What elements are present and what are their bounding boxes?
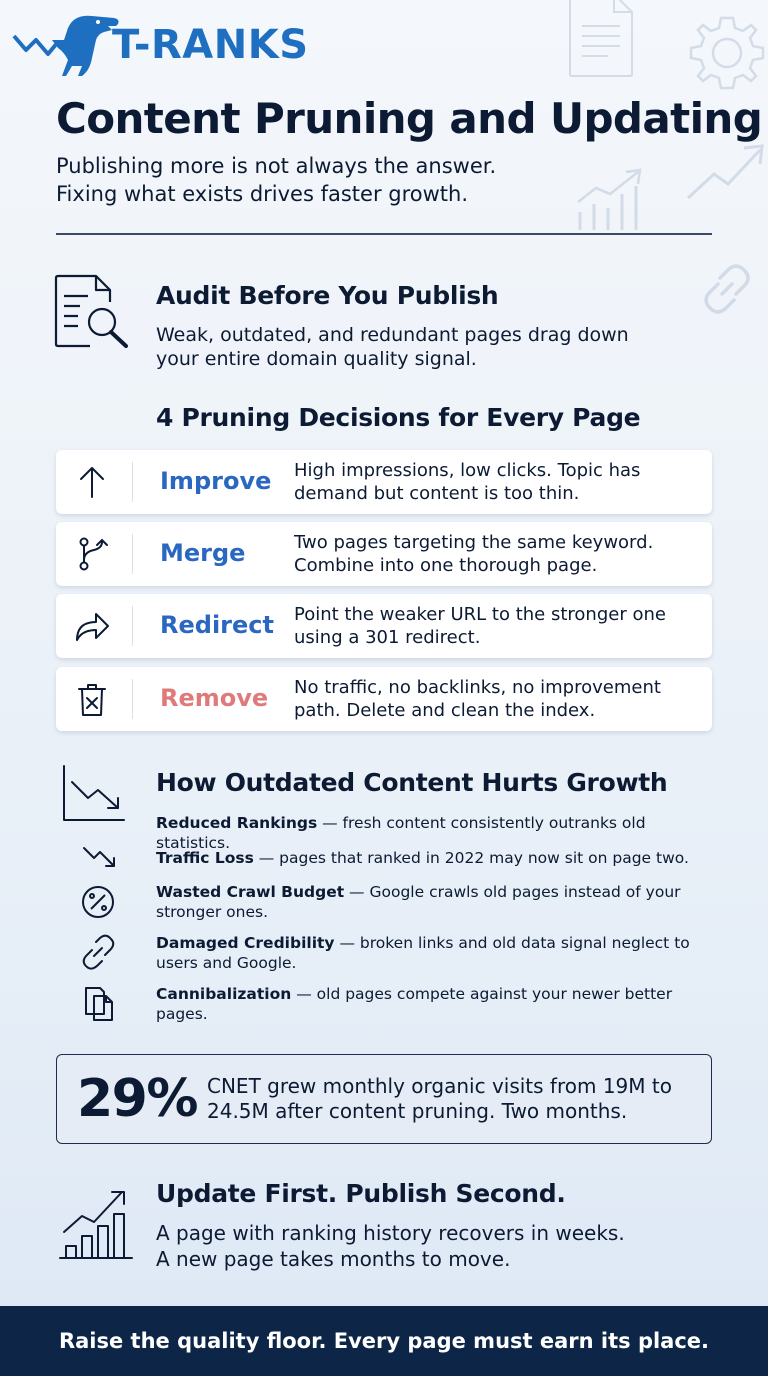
decision-desc: No traffic, no backlinks, no improvement path. Delete and clean the index. xyxy=(294,677,661,721)
git-merge-icon xyxy=(74,536,110,572)
audit-title: Audit Before You Publish xyxy=(156,281,499,310)
decision-label: Improve xyxy=(160,467,272,495)
hurt-item-text: — old pages compete against your newer better pages. xyxy=(156,985,673,1023)
card-separator xyxy=(132,606,133,646)
arrow-up-icon xyxy=(74,464,110,500)
hurt-item-text: — fresh content consistently outranks old statistics. xyxy=(156,814,646,852)
decision-desc: Point the weaker URL to the stronger one using a 301 redirect. xyxy=(294,604,666,648)
audit-body: Weak, outdated, and redundant pages drag down your entire domain quality signal. xyxy=(156,324,629,370)
hurt-item-bold: Cannibalization xyxy=(156,985,292,1003)
decision-card-redirect xyxy=(56,594,712,658)
growth-chart-icon xyxy=(58,1186,134,1262)
header-divider xyxy=(56,233,712,235)
update-line-2: A new page takes months to move. xyxy=(156,1247,511,1271)
document-search-icon xyxy=(54,274,132,350)
hurt-item-bold: Reduced Rankings xyxy=(156,814,318,832)
hurt-item-bold: Wasted Crawl Budget xyxy=(156,883,345,901)
decision-desc: Two pages targeting the same keyword. Combine into one thorough page. xyxy=(294,532,654,576)
dinosaur-logo-icon xyxy=(12,10,122,82)
hurt-item xyxy=(156,984,716,1024)
hurt-item xyxy=(156,933,716,973)
trend-down-chart-icon xyxy=(60,764,126,824)
update-line-1: A page with ranking history recovers in weeks. xyxy=(156,1221,625,1245)
stat-desc: CNET grew monthly organic visits from 19M to 24.5M after content pruning. Two months. xyxy=(207,1074,672,1123)
card-separator xyxy=(132,462,133,502)
hurt-item xyxy=(156,813,716,853)
decision-card-merge xyxy=(56,522,712,586)
gear-deco-icon xyxy=(686,12,768,94)
hurt-item-text: — pages that ranked in 2022 may now sit on page two. xyxy=(253,849,689,867)
redirect-arrow-icon xyxy=(74,608,110,644)
footer-banner: Raise the quality floor. Every page must earn its place. xyxy=(0,1306,768,1376)
decision-desc: High impressions, low clicks. Topic has demand but content is too thin. xyxy=(294,460,641,504)
copy-icon xyxy=(80,984,120,1024)
card-separator xyxy=(132,534,133,574)
page-subtitle xyxy=(56,152,616,208)
page-title: Content Pruning and Updating xyxy=(56,94,763,143)
hurt-item xyxy=(156,882,716,922)
subtitle-line-2: Fixing what exists drives faster growth. xyxy=(56,182,469,206)
decision-card-improve xyxy=(56,450,712,514)
document-deco-icon xyxy=(566,0,636,80)
trend-down-icon xyxy=(80,840,120,880)
hurts-title: How Outdated Content Hurts Growth xyxy=(156,768,668,797)
decision-label: Merge xyxy=(160,539,246,567)
trash-icon xyxy=(74,681,110,717)
subtitle-line-1: Publishing more is not always the answer. xyxy=(56,154,497,178)
update-body xyxy=(156,1220,716,1272)
broken-link-icon xyxy=(78,932,118,972)
hurt-item-text: — Google crawls old pages instead of your stronger ones. xyxy=(156,883,681,921)
hurt-item xyxy=(156,848,716,868)
decision-label: Remove xyxy=(160,684,269,712)
growth-arrow-deco-icon xyxy=(684,136,768,206)
percent-circle-icon xyxy=(78,882,118,922)
update-title: Update First. Publish Second. xyxy=(156,1179,566,1208)
decisions-title: 4 Pruning Decisions for Every Page xyxy=(156,403,641,432)
decision-label: Redirect xyxy=(160,611,274,639)
hurt-item-bold: Damaged Credibility xyxy=(156,934,335,952)
hurt-item-text: — broken links and old data signal neglect to users and Google. xyxy=(156,934,690,972)
hurt-item-bold: Traffic Loss xyxy=(156,849,254,867)
link-deco-icon xyxy=(692,254,762,324)
brand-name: T-RANKS xyxy=(112,22,309,68)
decision-card-remove xyxy=(56,667,712,731)
stat-callout xyxy=(56,1054,712,1144)
stat-value: 29% xyxy=(77,1069,197,1129)
card-separator xyxy=(132,679,133,719)
